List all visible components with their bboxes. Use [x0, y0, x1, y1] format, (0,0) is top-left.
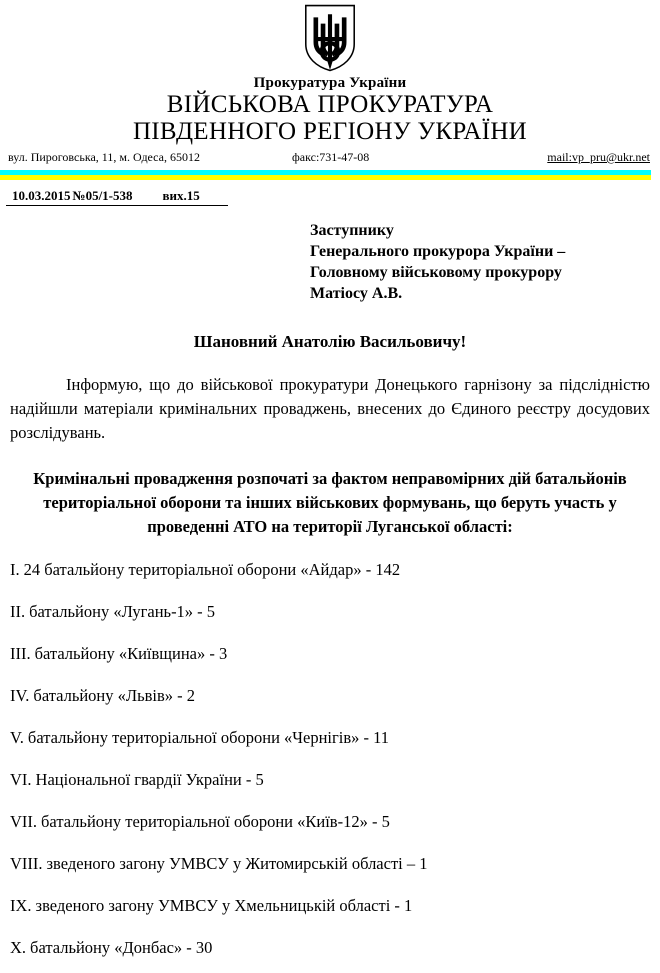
list-item-number: III.	[10, 644, 31, 663]
organization-subtitle: Прокуратура України	[253, 75, 407, 91]
list-item-text: батальйону територіальної оборони «Київ-12» - 5	[41, 812, 390, 831]
emblem-container	[0, 0, 660, 74]
list-item	[10, 602, 650, 622]
list-item-text: Національної гвардії України - 5	[35, 770, 264, 789]
reference-date: 10.03.2015	[12, 188, 71, 203]
reference-line	[6, 187, 228, 206]
list-item-number: VI.	[10, 770, 32, 789]
list-item-text: батальйону «Лугань-1» - 5	[29, 602, 216, 621]
addressee-line-4: Матіосу А.В.	[310, 285, 403, 302]
list-item	[10, 812, 650, 832]
fax-text: факс:731-47-08	[292, 150, 370, 164]
list-item-number: IV.	[10, 686, 30, 705]
list-item-text: зведеного загону УМВСУ у Хмельницькій області - 1	[35, 896, 413, 915]
flag-divider	[0, 170, 651, 180]
list-item	[10, 938, 650, 958]
list-item-text: 24 батальйону територіальної оборони «Айдар» - 142	[23, 560, 401, 579]
battalion-list	[0, 560, 660, 958]
list-item	[10, 896, 650, 916]
intro-paragraph: Інформую, що до військової прокуратури Донецького гарнізону за підслідністю надійшли матеріали кримінальних проваджень, внесених до Єдиного реєстру досудових розслідувань.	[10, 375, 650, 442]
list-item	[10, 728, 650, 748]
list-item-text: батальйону територіальної оборони «Чернігів» - 11	[27, 728, 390, 747]
list-item	[10, 560, 650, 580]
addressee-block	[310, 220, 660, 304]
greeting: Шановний Анатолію Васильовичу!	[193, 332, 467, 351]
addressee-line-2: Генерального прокурора України –	[310, 243, 566, 260]
list-item-text: батальйону «Львів» - 2	[33, 686, 196, 705]
list-item-number: I.	[10, 560, 20, 579]
addressee-line-3: Головному військовому прокурору	[310, 264, 562, 281]
list-item-number: II.	[10, 602, 26, 621]
reference-outgoing: вих.15	[162, 188, 200, 203]
list-item-number: VIII.	[10, 854, 43, 873]
addressee-line-1: Заступнику	[310, 222, 394, 239]
list-item-text: батальйону «Донбас» - 30	[30, 938, 213, 957]
list-item	[10, 854, 650, 874]
list-item	[10, 686, 650, 706]
address-text: вул. Пироговська, 11, м. Одеса, 65012	[8, 150, 200, 164]
contact-row	[0, 150, 660, 166]
flag-divider-yellow	[0, 175, 651, 180]
list-item-number: VII.	[10, 812, 38, 831]
list-item	[10, 770, 650, 790]
ukrainian-trident-coat-of-arms-icon	[304, 4, 356, 72]
organization-title-line1: ВІЙСЬКОВА ПРОКУРАТУРА	[166, 91, 494, 118]
list-item-number: IX.	[10, 896, 32, 915]
list-item-text: батальйону «Київщина» - 3	[34, 644, 228, 663]
list-item-text: зведеного загону УМВСУ у Житомирській області – 1	[46, 854, 428, 873]
email-link[interactable]: mail:vp_pru@ukr.net	[547, 150, 650, 164]
reference-number: №05/1-538	[72, 188, 133, 203]
organization-title-line2: ПІВДЕННОГО РЕГІОНУ УКРАЇНИ	[132, 118, 528, 145]
list-item	[10, 644, 650, 664]
list-item-number: X.	[10, 938, 27, 957]
list-item-number: V.	[10, 728, 24, 747]
subject-paragraph: Кримінальні провадження розпочаті за фактом неправомірних дій батальйонів територіальної оборони та інших військових формувань, що беруть участь у проведенні АТО на території Луганської області:	[33, 469, 627, 536]
